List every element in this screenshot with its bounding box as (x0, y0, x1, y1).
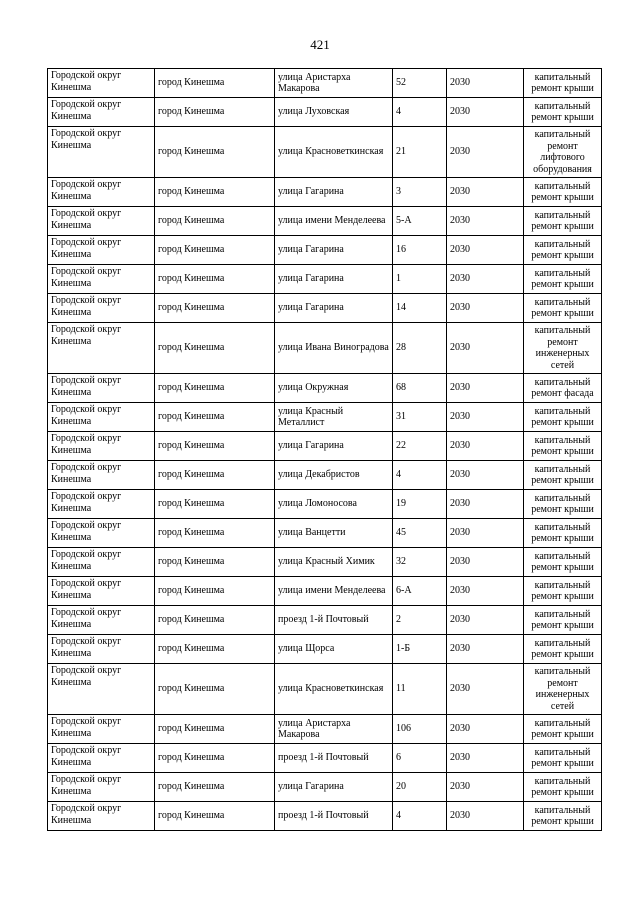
year-cell: 2030 (447, 236, 524, 265)
work-type-cell: капитальный ремонт крыши (524, 403, 602, 432)
house-number-cell: 20 (393, 773, 447, 802)
street-cell: улица Ванцетти (275, 519, 393, 548)
table-row (48, 606, 602, 635)
year-cell: 2030 (447, 461, 524, 490)
street-cell: проезд 1-й Почтовый (275, 606, 393, 635)
street-cell: улица Гагарина (275, 236, 393, 265)
work-type-cell: капитальный ремонт крыши (524, 236, 602, 265)
year-cell: 2030 (447, 127, 524, 178)
district-cell: Городской округ Кинешма (48, 606, 155, 635)
work-type-cell: капитальный ремонт фасада (524, 374, 602, 403)
work-type-cell: капитальный ремонт крыши (524, 178, 602, 207)
district-cell: Городской округ Кинешма (48, 548, 155, 577)
city-cell: город Кинешма (155, 664, 275, 715)
district-cell: Городской округ Кинешма (48, 635, 155, 664)
street-cell: улица Щорса (275, 635, 393, 664)
year-cell: 2030 (447, 715, 524, 744)
city-cell: город Кинешма (155, 432, 275, 461)
house-number-cell: 4 (393, 461, 447, 490)
table-row (48, 432, 602, 461)
city-cell: город Кинешма (155, 606, 275, 635)
table-row (48, 490, 602, 519)
city-cell: город Кинешма (155, 127, 275, 178)
work-type-cell: капитальный ремонт крыши (524, 265, 602, 294)
year-cell: 2030 (447, 744, 524, 773)
district-cell: Городской округ Кинешма (48, 490, 155, 519)
district-cell: Городской округ Кинешма (48, 715, 155, 744)
street-cell: улица Гагарина (275, 265, 393, 294)
table-row (48, 577, 602, 606)
street-cell: улица Аристарха Макарова (275, 715, 393, 744)
district-cell: Городской округ Кинешма (48, 802, 155, 831)
table-row (48, 548, 602, 577)
house-number-cell: 4 (393, 98, 447, 127)
work-type-cell: капитальный ремонт крыши (524, 635, 602, 664)
work-type-cell: капитальный ремонт крыши (524, 69, 602, 98)
street-cell: улица Декабристов (275, 461, 393, 490)
table-row (48, 69, 602, 98)
district-cell: Городской округ Кинешма (48, 461, 155, 490)
district-cell: Городской округ Кинешма (48, 236, 155, 265)
work-type-cell: капитальный ремонт крыши (524, 773, 602, 802)
city-cell: город Кинешма (155, 236, 275, 265)
work-type-cell: капитальный ремонт крыши (524, 606, 602, 635)
district-cell: Городской округ Кинешма (48, 519, 155, 548)
work-type-cell: капитальный ремонт крыши (524, 577, 602, 606)
city-cell: город Кинешма (155, 715, 275, 744)
table-row (48, 635, 602, 664)
year-cell: 2030 (447, 294, 524, 323)
year-cell: 2030 (447, 69, 524, 98)
street-cell: улица Красноветкинская (275, 127, 393, 178)
street-cell: улица Луховская (275, 98, 393, 127)
work-type-cell: капитальный ремонт крыши (524, 548, 602, 577)
table-row (48, 207, 602, 236)
year-cell: 2030 (447, 178, 524, 207)
house-number-cell: 5-А (393, 207, 447, 236)
year-cell: 2030 (447, 98, 524, 127)
district-cell: Городской округ Кинешма (48, 207, 155, 236)
street-cell: улица Гагарина (275, 773, 393, 802)
house-number-cell: 32 (393, 548, 447, 577)
street-cell: улица Ломоносова (275, 490, 393, 519)
work-type-cell: капитальный ремонт крыши (524, 207, 602, 236)
table-row (48, 323, 602, 374)
work-type-cell: капитальный ремонт крыши (524, 744, 602, 773)
city-cell: город Кинешма (155, 323, 275, 374)
table-row (48, 403, 602, 432)
work-type-cell: капитальный ремонт крыши (524, 802, 602, 831)
table-row (48, 127, 602, 178)
city-cell: город Кинешма (155, 207, 275, 236)
street-cell: улица Красный Металлист (275, 403, 393, 432)
city-cell: город Кинешма (155, 577, 275, 606)
street-cell: улица имени Менделеева (275, 577, 393, 606)
year-cell: 2030 (447, 606, 524, 635)
house-number-cell: 21 (393, 127, 447, 178)
district-cell: Городской округ Кинешма (48, 773, 155, 802)
street-cell: улица Аристарха Макарова (275, 69, 393, 98)
city-cell: город Кинешма (155, 519, 275, 548)
table-row (48, 773, 602, 802)
street-cell: улица Гагарина (275, 294, 393, 323)
city-cell: город Кинешма (155, 374, 275, 403)
year-cell: 2030 (447, 664, 524, 715)
table-row (48, 461, 602, 490)
district-cell: Городской округ Кинешма (48, 403, 155, 432)
district-cell: Городской округ Кинешма (48, 294, 155, 323)
table-row (48, 178, 602, 207)
city-cell: город Кинешма (155, 635, 275, 664)
city-cell: город Кинешма (155, 548, 275, 577)
district-cell: Городской округ Кинешма (48, 69, 155, 98)
house-number-cell: 45 (393, 519, 447, 548)
district-cell: Городской округ Кинешма (48, 744, 155, 773)
house-number-cell: 28 (393, 323, 447, 374)
street-cell: улица Гагарина (275, 178, 393, 207)
year-cell: 2030 (447, 490, 524, 519)
house-number-cell: 16 (393, 236, 447, 265)
house-number-cell: 11 (393, 664, 447, 715)
city-cell: город Кинешма (155, 98, 275, 127)
district-cell: Городской округ Кинешма (48, 432, 155, 461)
work-type-cell: капитальный ремонт крыши (524, 461, 602, 490)
street-cell: улица Ивана Виноградова (275, 323, 393, 374)
table-row (48, 374, 602, 403)
work-type-cell: капитальный ремонт крыши (524, 490, 602, 519)
city-cell: город Кинешма (155, 178, 275, 207)
city-cell: город Кинешма (155, 773, 275, 802)
work-type-cell: капитальный ремонт инженерных сетей (524, 664, 602, 715)
house-number-cell: 1-Б (393, 635, 447, 664)
city-cell: город Кинешма (155, 294, 275, 323)
year-cell: 2030 (447, 374, 524, 403)
work-type-cell: капитальный ремонт инженерных сетей (524, 323, 602, 374)
house-number-cell: 6-А (393, 577, 447, 606)
table-row (48, 294, 602, 323)
district-cell: Городской округ Кинешма (48, 664, 155, 715)
district-cell: Городской округ Кинешма (48, 265, 155, 294)
house-number-cell: 2 (393, 606, 447, 635)
work-type-cell: капитальный ремонт крыши (524, 294, 602, 323)
house-number-cell: 14 (393, 294, 447, 323)
year-cell: 2030 (447, 207, 524, 236)
year-cell: 2030 (447, 802, 524, 831)
district-cell: Городской округ Кинешма (48, 98, 155, 127)
house-number-cell: 19 (393, 490, 447, 519)
district-cell: Городской округ Кинешма (48, 178, 155, 207)
table-body (48, 69, 602, 831)
street-cell: улица Окружная (275, 374, 393, 403)
city-cell: город Кинешма (155, 265, 275, 294)
house-number-cell: 68 (393, 374, 447, 403)
city-cell: город Кинешма (155, 802, 275, 831)
year-cell: 2030 (447, 548, 524, 577)
street-cell: улица имени Менделеева (275, 207, 393, 236)
page-number: 421 (310, 37, 330, 52)
house-number-cell: 106 (393, 715, 447, 744)
city-cell: город Кинешма (155, 744, 275, 773)
district-cell: Городской округ Кинешма (48, 374, 155, 403)
house-number-cell: 31 (393, 403, 447, 432)
city-cell: город Кинешма (155, 403, 275, 432)
year-cell: 2030 (447, 403, 524, 432)
house-number-cell: 22 (393, 432, 447, 461)
table-row (48, 236, 602, 265)
house-number-cell: 3 (393, 178, 447, 207)
repair-schedule-table (47, 68, 602, 831)
table-row (48, 519, 602, 548)
city-cell: город Кинешма (155, 490, 275, 519)
street-cell: проезд 1-й Почтовый (275, 802, 393, 831)
table-row (48, 265, 602, 294)
street-cell: улица Гагарина (275, 432, 393, 461)
work-type-cell: капитальный ремонт крыши (524, 432, 602, 461)
house-number-cell: 52 (393, 69, 447, 98)
year-cell: 2030 (447, 432, 524, 461)
year-cell: 2030 (447, 577, 524, 606)
table-row (48, 744, 602, 773)
work-type-cell: капитальный ремонт крыши (524, 715, 602, 744)
work-type-cell: капитальный ремонт лифтового оборудования (524, 127, 602, 178)
table-row (48, 802, 602, 831)
house-number-cell: 6 (393, 744, 447, 773)
street-cell: улица Красноветкинская (275, 664, 393, 715)
table-row (48, 664, 602, 715)
work-type-cell: капитальный ремонт крыши (524, 98, 602, 127)
year-cell: 2030 (447, 773, 524, 802)
table-row (48, 715, 602, 744)
city-cell: город Кинешма (155, 461, 275, 490)
street-cell: проезд 1-й Почтовый (275, 744, 393, 773)
year-cell: 2030 (447, 265, 524, 294)
house-number-cell: 4 (393, 802, 447, 831)
street-cell: улица Красный Химик (275, 548, 393, 577)
year-cell: 2030 (447, 323, 524, 374)
district-cell: Городской округ Кинешма (48, 127, 155, 178)
city-cell: город Кинешма (155, 69, 275, 98)
year-cell: 2030 (447, 635, 524, 664)
work-type-cell: капитальный ремонт крыши (524, 519, 602, 548)
district-cell: Городской округ Кинешма (48, 577, 155, 606)
table-row (48, 98, 602, 127)
house-number-cell: 1 (393, 265, 447, 294)
district-cell: Городской округ Кинешма (48, 323, 155, 374)
year-cell: 2030 (447, 519, 524, 548)
